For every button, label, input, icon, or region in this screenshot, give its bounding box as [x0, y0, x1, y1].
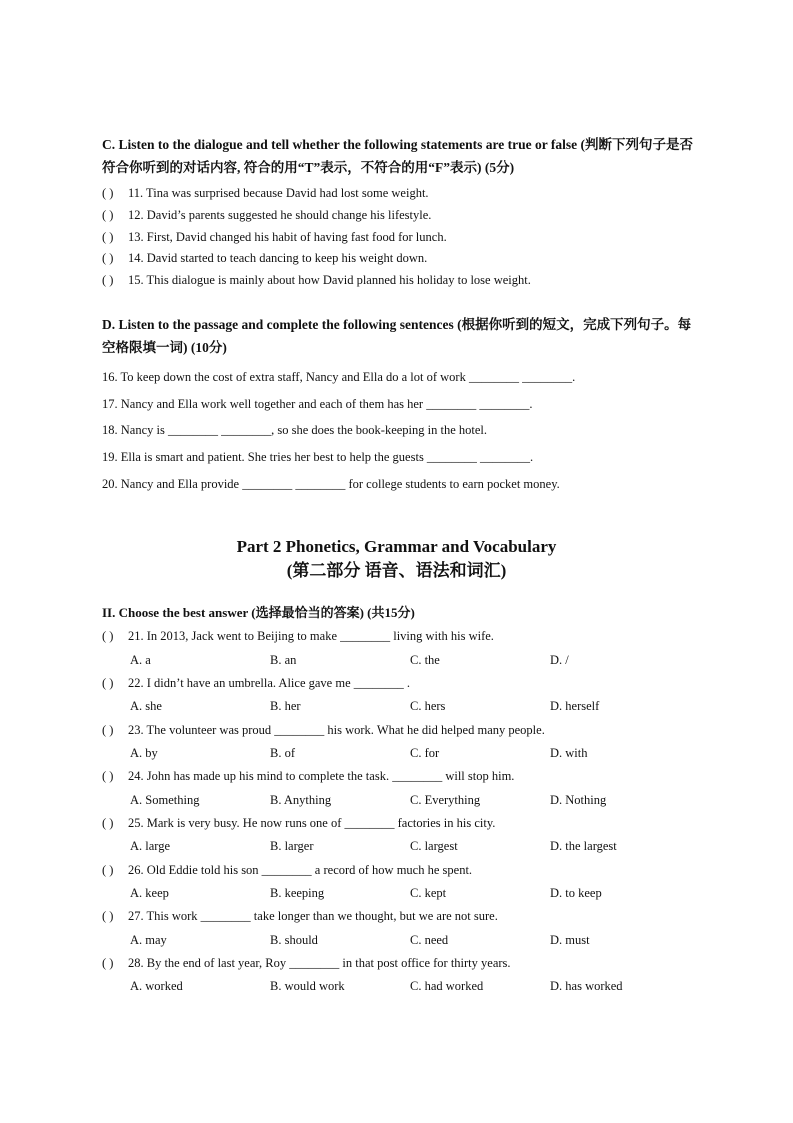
option-b[interactable]: B. larger — [270, 839, 314, 853]
answer-blank[interactable]: ( ) — [102, 186, 114, 200]
question-row — [102, 249, 722, 267]
option-c[interactable]: C. for — [410, 746, 440, 760]
option-c[interactable]: C. the — [410, 653, 440, 667]
question-row — [102, 674, 722, 692]
question-text: 26. Old Eddie told his son ________ a record of how much he spent. — [128, 863, 473, 877]
section-c-heading: C. Listen to the dialogue and tell whether the following statements are true or false (判断下列句子是否符合你听到的对话内容, 符合的用“T”表示，不符合的用“F”表示) (5分) — [102, 137, 693, 175]
question-row — [102, 814, 722, 832]
question-text: 13. First, David changed his habit of having fast food for lunch. — [128, 230, 447, 244]
question-text: 22. I didn’t have an umbrella. Alice gave me ________ . — [128, 676, 410, 690]
option-a[interactable]: A. large — [130, 839, 171, 853]
fill-sentence: 20. Nancy and Ella provide ________ ________ for college students to earn pocket money. — [102, 477, 560, 491]
answer-blank[interactable]: ( ) — [102, 723, 114, 737]
option-d[interactable]: D. must — [550, 933, 590, 947]
option-c[interactable]: C. Everything — [410, 793, 481, 807]
option-a[interactable]: A. a — [130, 653, 151, 667]
option-d[interactable]: D. herself — [550, 699, 600, 713]
answer-blank[interactable]: ( ) — [102, 208, 114, 222]
option-d[interactable]: D. has worked — [550, 979, 623, 993]
option-b[interactable]: B. would work — [270, 979, 345, 993]
option-d[interactable]: D. / — [550, 653, 569, 667]
option-b[interactable]: B. should — [270, 933, 318, 947]
option-b[interactable]: B. an — [270, 653, 297, 667]
question-text: 24. John has made up his mind to complete the task. ________ will stop him. — [128, 769, 515, 783]
question-text: 12. David’s parents suggested he should change his lifestyle. — [128, 208, 432, 222]
option-c[interactable]: C. kept — [410, 886, 447, 900]
answer-blank[interactable]: ( ) — [102, 273, 114, 287]
option-b[interactable]: B. of — [270, 746, 295, 760]
question-row — [102, 721, 722, 739]
option-d[interactable]: D. to keep — [550, 886, 602, 900]
answer-blank[interactable]: ( ) — [102, 251, 114, 265]
option-a[interactable]: A. worked — [130, 979, 183, 993]
answer-blank[interactable]: ( ) — [102, 769, 114, 783]
option-b[interactable]: B. her — [270, 699, 301, 713]
option-d[interactable]: D. with — [550, 746, 588, 760]
option-d[interactable]: D. Nothing — [550, 793, 607, 807]
answer-blank[interactable]: ( ) — [102, 909, 114, 923]
option-c[interactable]: C. hers — [410, 699, 446, 713]
option-c[interactable]: C. need — [410, 933, 449, 947]
option-d[interactable]: D. the largest — [550, 839, 617, 853]
option-b[interactable]: B. Anything — [270, 793, 332, 807]
option-c[interactable]: C. had worked — [410, 979, 484, 993]
fill-sentence: 16. To keep down the cost of extra staff, Nancy and Ella do a lot of work ________ ________. — [102, 370, 576, 384]
question-text: 25. Mark is very busy. He now runs one of ________ factories in his city. — [128, 816, 496, 830]
question-row — [102, 627, 722, 645]
question-row — [102, 206, 722, 224]
question-text: 21. In 2013, Jack went to Beijing to make ________ living with his wife. — [128, 629, 494, 643]
question-text: 27. This work ________ take longer than we thought, but we are not sure. — [128, 909, 498, 923]
section-ii-heading: II. Choose the best answer (选择最恰当的答案) (共15分) — [102, 605, 415, 620]
option-a[interactable]: A. by — [130, 746, 158, 760]
fill-sentence: 17. Nancy and Ella work well together and each of them has her ________ ________. — [102, 397, 533, 411]
option-a[interactable]: A. she — [130, 699, 162, 713]
question-row — [102, 228, 722, 246]
question-row — [102, 767, 722, 785]
option-a[interactable]: A. Something — [130, 793, 200, 807]
answer-blank[interactable]: ( ) — [102, 816, 114, 830]
question-text: 15. This dialogue is mainly about how David planned his holiday to lose weight. — [128, 273, 531, 287]
part-subtitle: (第二部分 语音、语法和词汇) — [286, 561, 507, 580]
question-row — [102, 907, 722, 925]
question-text: 14. David started to teach dancing to keep his weight down. — [128, 251, 428, 265]
question-row — [102, 861, 722, 879]
option-c[interactable]: C. largest — [410, 839, 458, 853]
answer-blank[interactable]: ( ) — [102, 629, 114, 643]
question-text: 23. The volunteer was proud ________ his work. What he did helped many people. — [128, 723, 545, 737]
section-d-heading: D. Listen to the passage and complete the following sentences (根据你听到的短文，完成下列句子。每空格限填一词) (10分) — [102, 317, 692, 355]
answer-blank[interactable]: ( ) — [102, 230, 114, 244]
answer-blank[interactable]: ( ) — [102, 956, 114, 970]
fill-sentence: 19. Ella is smart and patient. She tries her best to help the guests ________ ________. — [102, 450, 534, 464]
option-b[interactable]: B. keeping — [270, 886, 325, 900]
answer-blank[interactable]: ( ) — [102, 863, 114, 877]
option-a[interactable]: A. may — [130, 933, 167, 947]
question-row — [102, 954, 722, 972]
answer-blank[interactable]: ( ) — [102, 676, 114, 690]
question-row — [102, 184, 722, 202]
question-row — [102, 271, 722, 289]
question-text: 11. Tina was surprised because David had lost some weight. — [128, 186, 429, 200]
question-text: 28. By the end of last year, Roy ________ in that post office for thirty years. — [128, 956, 511, 970]
fill-sentence: 18. Nancy is ________ ________, so she does the book-keeping in the hotel. — [102, 423, 488, 437]
part-title: Part 2 Phonetics, Grammar and Vocabulary — [236, 537, 557, 556]
option-a[interactable]: A. keep — [130, 886, 169, 900]
